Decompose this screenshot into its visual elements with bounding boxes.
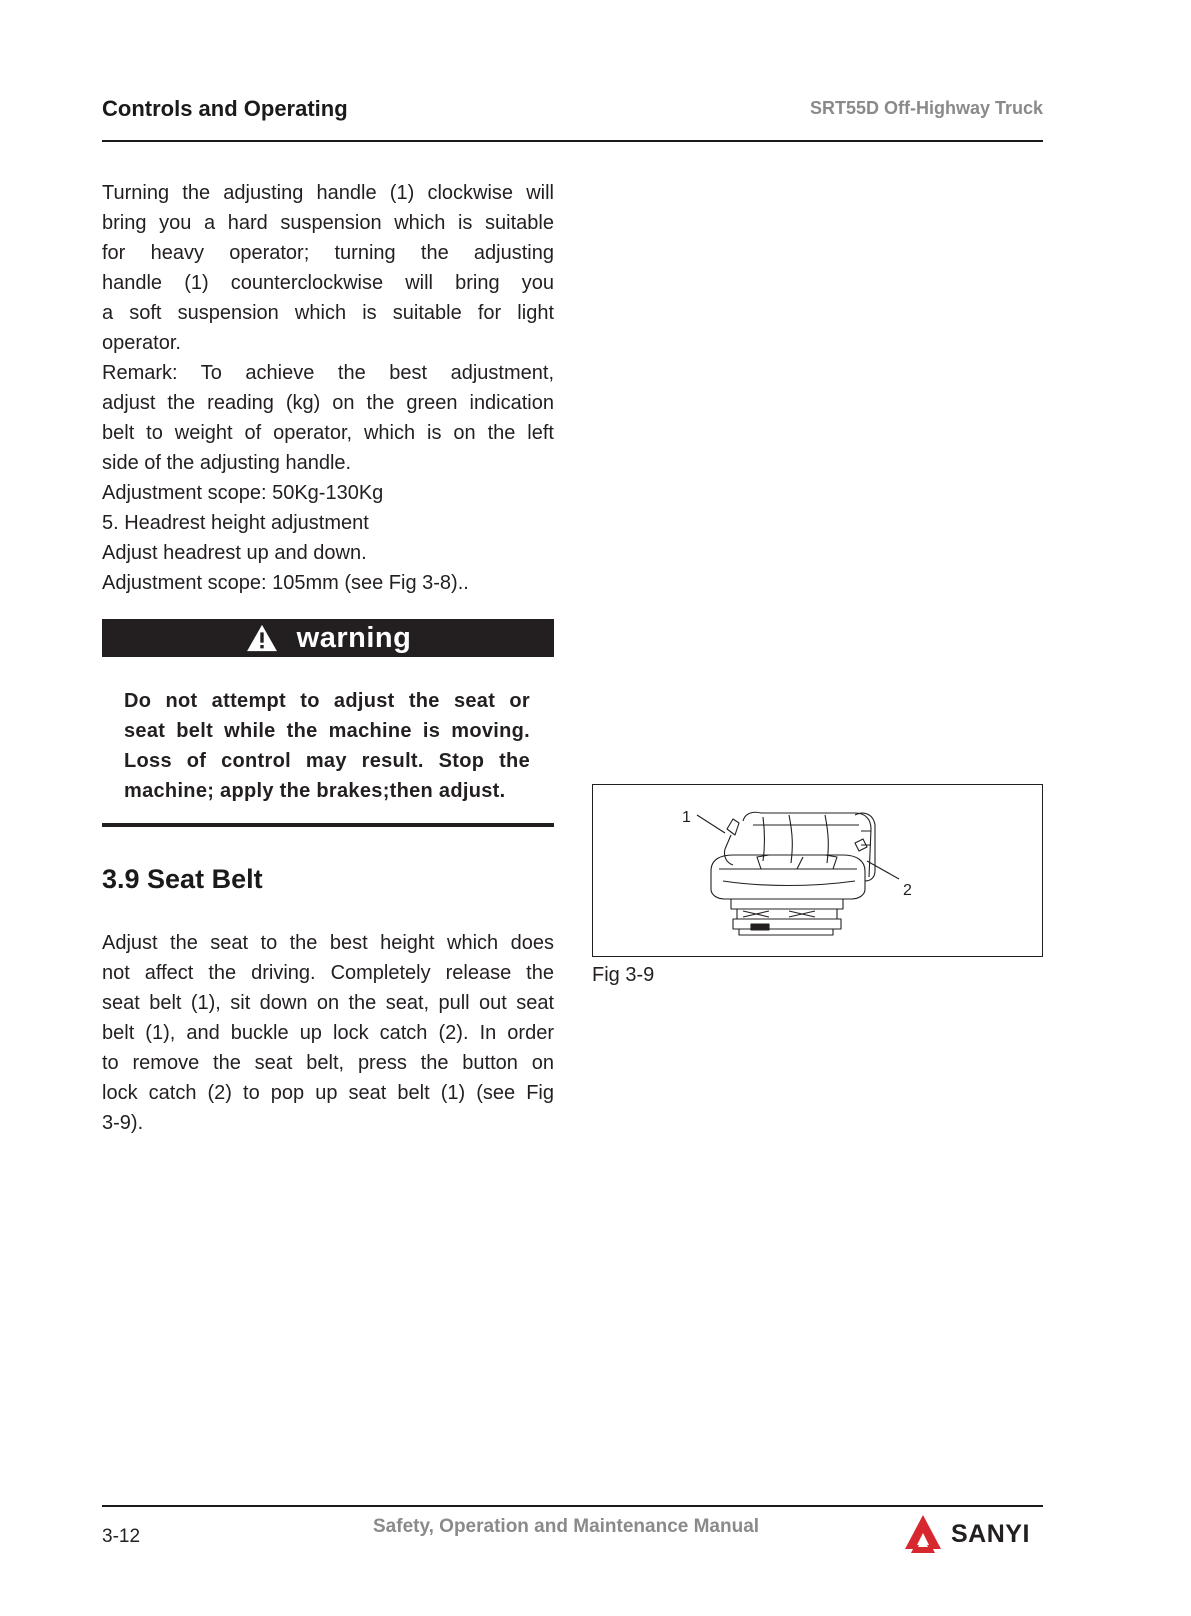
warning-line: seat belt while the machine is moving. [124,720,530,742]
text-line: Adjustment scope: 50Kg-130Kg [102,482,384,504]
text-line: 3-9). [102,1112,144,1134]
adjustment-text [102,178,554,598]
warning-triangle-icon [245,624,279,652]
seat-belt-text [102,928,554,1138]
text-line: to remove the seat belt, press the button on [102,1052,554,1074]
seat-illustration [593,785,1042,956]
text-line: not affect the driving. Completely release the [102,962,554,984]
section-heading: 3.9 Seat Belt [102,864,263,894]
header-divider [102,140,1043,142]
callout-2: 2 [903,882,912,899]
sanyi-logo-icon [901,1513,945,1555]
warning-line: machine; apply the brakes;then adjust. [124,780,506,802]
figure-caption: Fig 3-9 [592,964,655,986]
text-line: Adjust the seat to the best height which does [102,932,554,954]
footer-divider [102,1505,1043,1507]
text-line: Remark: To achieve the best adjustment, [102,362,554,384]
warning-label: warning [296,621,412,654]
text-line: Adjust headrest up and down. [102,542,367,564]
warning-text [124,686,530,806]
warning-divider [102,823,554,827]
page-number: 3-12 [102,1526,141,1547]
product-title: SRT55D Off-Highway Truck [809,98,1043,118]
page-section-title: Controls and Operating [102,96,348,121]
text-line: belt to weight of operator, which is on the left [102,422,554,444]
text-line: 5. Headrest height adjustment [102,512,369,534]
text-line: operator. [102,332,181,354]
text-line: adjust the reading (kg) on the green indication [102,392,554,414]
text-line: bring you a hard suspension which is suitable [102,212,554,234]
callout-1: 1 [682,809,691,826]
text-line: for heavy operator; turning the adjusting [102,242,554,264]
warning-line: Do not attempt to adjust the seat or [124,690,530,712]
manual-title: Safety, Operation and Maintenance Manual [373,1516,760,1537]
text-line: handle (1) counterclockwise will bring you [102,272,554,294]
text-line: belt (1), and buckle up lock catch (2). In order [102,1022,554,1044]
warning-line: Loss of control may result. Stop the [124,750,530,772]
brand-name: SANYI [951,1519,1030,1548]
text-line: seat belt (1), sit down on the seat, pull out seat [102,992,554,1014]
text-line: Turning the adjusting handle (1) clockwise will [102,182,554,204]
warning-banner [102,619,554,657]
figure-seat-belt [592,784,1043,957]
text-line: lock catch (2) to pop up seat belt (1) (see Fig [102,1082,554,1104]
text-line: Adjustment scope: 105mm (see Fig 3-8).. [102,572,469,594]
text-line: a soft suspension which is suitable for light [102,302,554,324]
sanyi-logo [901,1511,1047,1557]
text-line: side of the adjusting handle. [102,452,352,474]
